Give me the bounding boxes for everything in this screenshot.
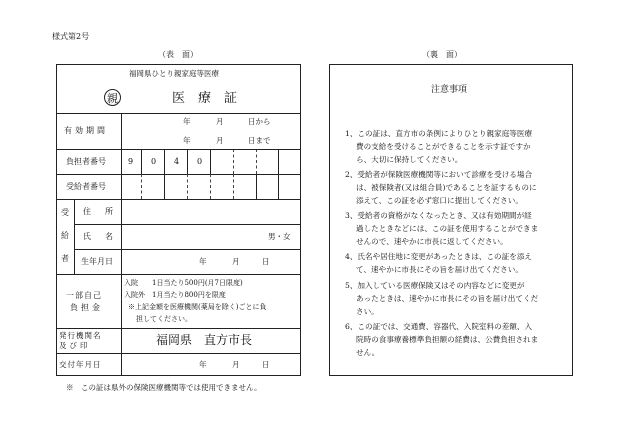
note-line: 院時の食事療養標準負担額の経費は、公費負担されま [356, 335, 539, 344]
row-divider [56, 113, 301, 114]
validity-to-month: 月 [216, 136, 224, 145]
payer-check-box [210, 149, 279, 175]
payer-digit: 9 [128, 157, 134, 166]
validity-from-year: 年 [183, 117, 191, 126]
front-label: （表 面） [158, 50, 198, 59]
copay-line: 担してください。 [136, 315, 192, 323]
digit-divider [164, 174, 165, 199]
note-line: 1、この証は、直方市の条例によりひとり親家庭等医療 [345, 129, 533, 138]
digit-divider [141, 149, 142, 174]
copay-label: 一部自己 [66, 291, 102, 300]
issuer-label: 発行機関名 [59, 331, 102, 340]
label-column-line [121, 353, 122, 376]
digit-divider [210, 174, 211, 199]
note-line: 費の支給を受けることができることを示す証ですか [356, 142, 531, 151]
gender-selector: 男・女 [268, 232, 291, 241]
issuer-name: 福岡県 直方市長 [156, 333, 253, 347]
note-line: 5、加入している医療保険又はその内容などに変更が [345, 281, 525, 290]
copay-line: 入院外 1月当たり800円を限度 [124, 291, 226, 299]
birth-day: 日 [262, 257, 270, 266]
recipient-group-char: 給 [61, 231, 69, 240]
issue-month: 月 [232, 360, 240, 369]
note-line: て、速やかに市長にその旨を届け出てください。 [356, 265, 523, 274]
issue-year: 年 [199, 360, 207, 369]
validity-to-day: 日まで [248, 136, 271, 145]
payer-digit: 4 [174, 157, 180, 166]
validity-to-year: 年 [183, 136, 191, 145]
recipient-group-char: 受 [61, 208, 69, 217]
row-divider [56, 353, 301, 354]
label-column-line [121, 199, 122, 274]
note-line: せんので、速やかに市長に返してください。 [356, 237, 508, 246]
payer-digit: 0 [151, 157, 157, 166]
card-title: 医 療 証 [172, 91, 238, 106]
note-line: あったときは、速やかに市長にその旨を届け出てくだ [356, 294, 539, 303]
birth-year: 年 [199, 257, 207, 266]
parent-badge: 親 [104, 89, 121, 106]
row-divider [56, 199, 301, 200]
digit-divider [233, 174, 234, 199]
note-line: 2、受給者が保険医療機関等において診療を受ける場合 [345, 170, 533, 179]
row-divider [74, 249, 301, 250]
footnote: ※ この証は県外の保険医療機関等では使用できません。 [66, 383, 262, 392]
note-line: ら、大切に保持してください。 [356, 155, 463, 164]
issuer-label: 及び印 [59, 341, 91, 350]
validity-from-day: 日から [248, 117, 271, 126]
digit-divider [164, 149, 165, 174]
note-line: は、被保険者(又は組合員)であることを証するものに [356, 183, 537, 192]
birth-date-label: 生年月日 [81, 257, 113, 266]
note-line: 添えて、この証を必ず窓口に提出してください。 [356, 196, 523, 205]
validity-from-month: 月 [216, 117, 224, 126]
row-divider [74, 224, 301, 225]
note-line: せん。 [356, 348, 380, 357]
name-label: 氏 名 [83, 232, 116, 241]
note-line: さい。 [356, 307, 379, 316]
label-column-line [121, 113, 122, 199]
payer-digit: 0 [197, 157, 203, 166]
front-card [56, 64, 301, 376]
copay-line: ※上記金額を医療機関(薬局を除く)ごとに負 [128, 303, 267, 311]
payer-number-label: 負担者番号 [66, 157, 106, 166]
digit-divider [187, 149, 188, 174]
birth-month: 月 [232, 257, 240, 266]
row-divider [56, 328, 301, 329]
issue-date-label: 交付年月日 [59, 360, 102, 369]
validity-label: 有効期間 [64, 126, 108, 135]
recipient-number-label: 受給者番号 [66, 182, 106, 191]
digit-divider [187, 174, 188, 199]
card-subtitle: 福岡県ひとり親家庭等医療 [129, 69, 219, 78]
recipient-group-line [74, 199, 75, 274]
issue-day: 日 [262, 360, 270, 369]
note-line: 6、この証では、交通費、容器代、入院室料の差額、入 [345, 322, 533, 331]
notes-title: 注意事項 [431, 85, 468, 95]
note-line: 4、氏名や居住地に変更があったときは、この証を添え [345, 252, 533, 261]
note-line: 3、受給者の資格がなくなったとき、又は有効期間が経 [345, 211, 532, 220]
recipient-group-char: 者 [61, 254, 69, 263]
label-column-line [121, 274, 122, 353]
digit-divider [141, 174, 142, 199]
copay-line: 入院 1日当たり500円(月7日限度) [124, 279, 243, 287]
digit-divider [278, 174, 279, 199]
back-label: （裏 面） [422, 50, 462, 59]
note-line: 過したときなどには、この証を使用することができま [356, 224, 539, 233]
digit-divider [256, 174, 257, 199]
address-label: 住 所 [83, 207, 116, 216]
row-divider [56, 274, 301, 275]
copay-label: 負担金 [70, 303, 103, 312]
form-number: 様式第2号 [52, 32, 90, 41]
